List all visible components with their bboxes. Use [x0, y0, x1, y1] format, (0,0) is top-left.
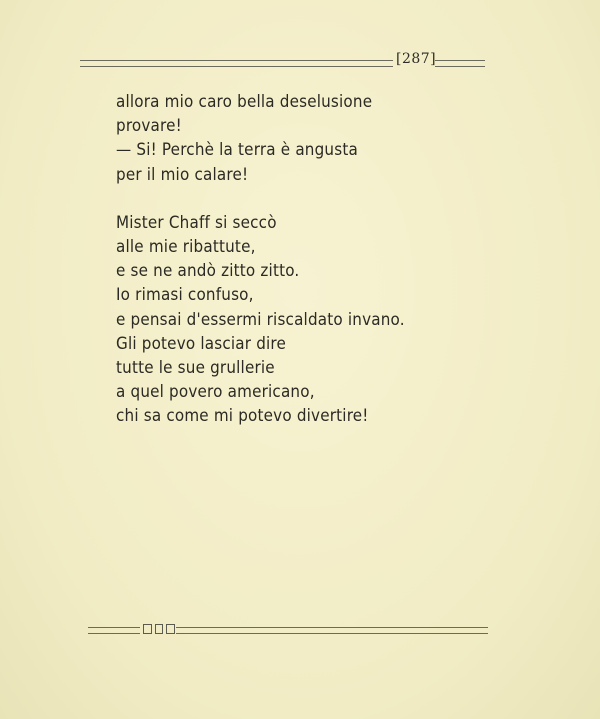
header-rule-left: [80, 60, 393, 67]
ornament-square: [155, 624, 164, 634]
poem-line: alle mie ribattute,: [116, 236, 256, 256]
poem-text: [116, 90, 405, 428]
footer-rule-left: [88, 627, 140, 634]
poem-line: chi sa come mi potevo divertire!: [116, 406, 369, 426]
poem-line: e se ne andò zitto zitto.: [116, 261, 300, 281]
poem-line: tutte le sue grullerie: [116, 357, 275, 377]
footer-rule-right: [176, 627, 488, 634]
poem-line: Gli potevo lasciar dire: [116, 333, 287, 353]
page-number: [287]: [396, 51, 437, 67]
ornament-square: [166, 624, 175, 634]
poem-line: Mister Chaff si seccò: [116, 212, 277, 232]
poem-line: — Si! Perchè la terra è angusta: [116, 140, 358, 160]
poem-line: a quel povero americano,: [116, 382, 315, 402]
poem-line: Io rimasi confuso,: [116, 285, 254, 305]
stanza-gap: [116, 187, 405, 211]
poem-line: e pensai d'essermi riscaldato invano.: [116, 309, 405, 329]
poem-line: per il mio calare!: [116, 164, 249, 184]
poem-line: provare!: [116, 116, 182, 136]
ornament-square: [143, 624, 152, 634]
header-rule-right: [435, 60, 485, 67]
poem-line: allora mio caro bella deselusione: [116, 92, 373, 111]
footer-ornament: [143, 623, 175, 635]
